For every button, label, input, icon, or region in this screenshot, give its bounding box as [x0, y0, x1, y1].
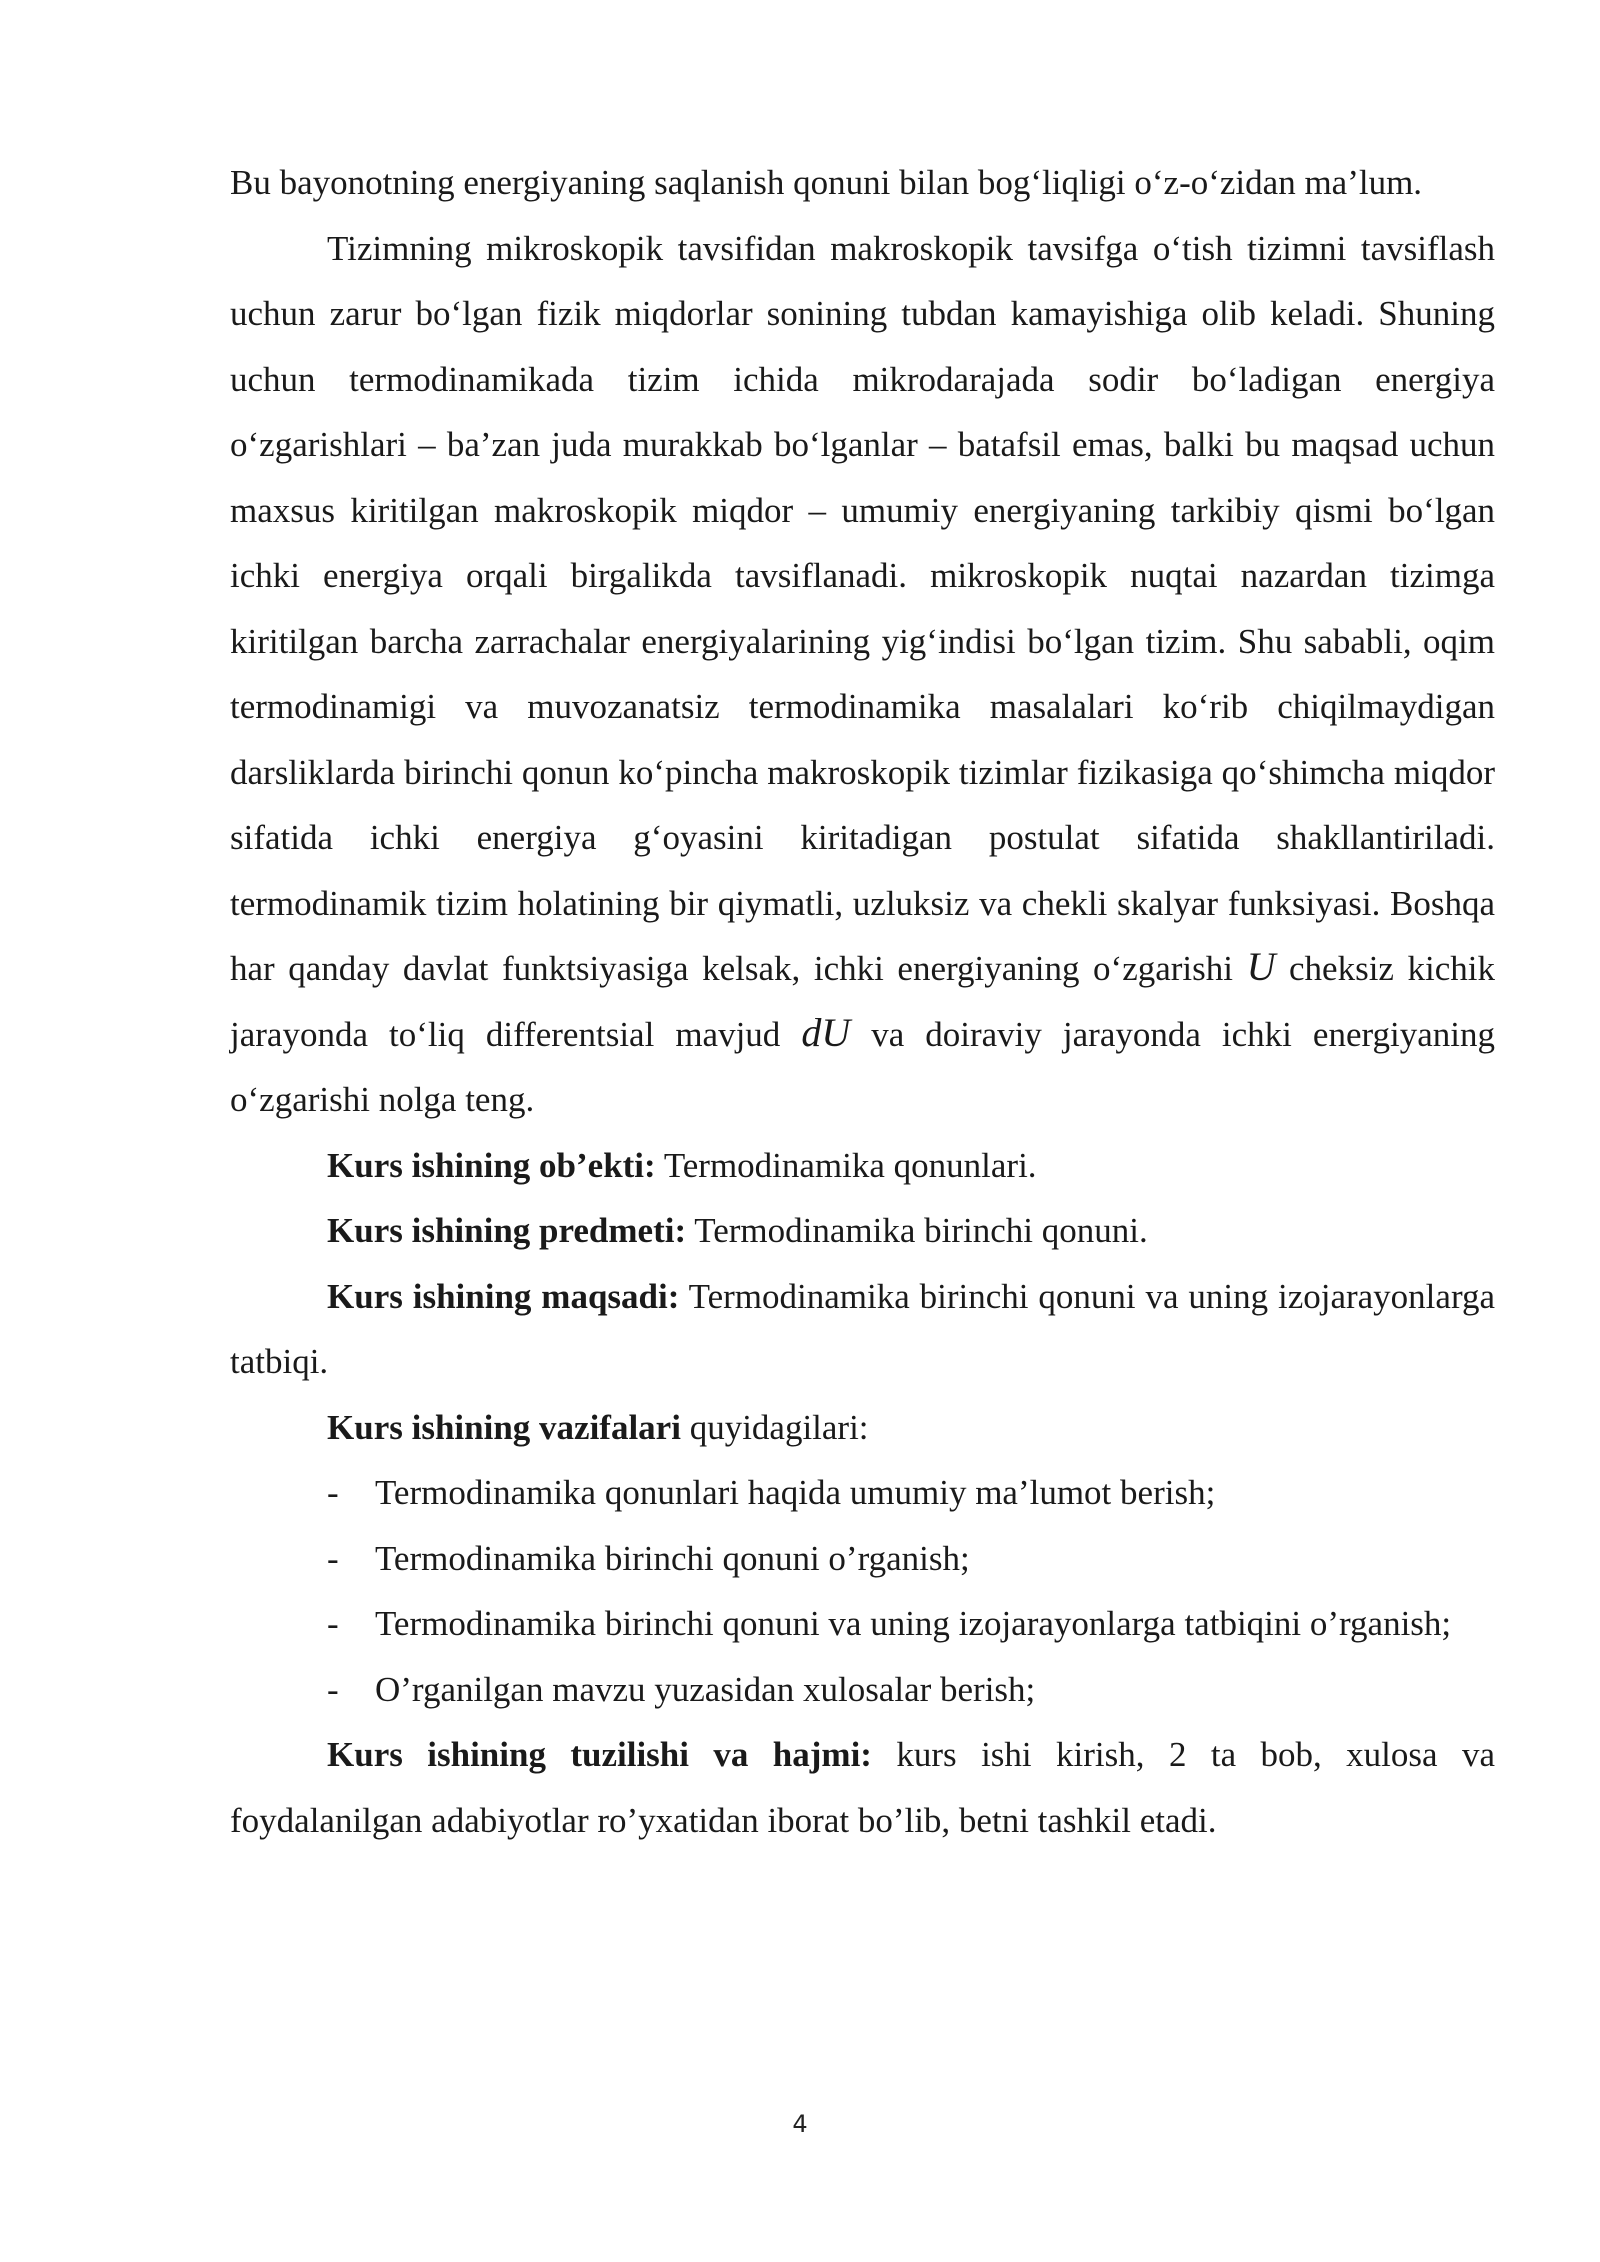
- paragraph-conservation-note: Bu bayonotning energiyaning saqlanish qonuni bilan bog‘liqligi o‘z-o‘zidan ma’lum.: [230, 163, 1423, 202]
- list-item-text: O’rganilgan mavzu yuzasidan xulosalar berish;: [375, 1669, 1036, 1709]
- goal-label: Kurs ishining maqsadi:: [327, 1276, 680, 1316]
- paragraph-text-part: cheksiz kichik jarayonda to‘liq differentsial mavjud: [230, 949, 1496, 1054]
- list-bullet: -: [327, 1473, 339, 1512]
- paragraph-subject: [230, 1198, 1495, 1264]
- list-bullet: -: [327, 1604, 339, 1643]
- subject-text: Termodinamika birinchi qonuni.: [694, 1211, 1148, 1250]
- list-item-text: Termodinamika birinchi qonuni va uning izojarayonlarga tatbiqini o’rganish;: [375, 1604, 1452, 1643]
- paragraph-text-part: Tizimning mikroskopik tavsifidan makroskopik tavsifga o‘tish tizimni tavsiflash uchun zarur bo‘lgan fizik miqdorlar sonining tubdan kamayishiga olib keladi. Shuning uchun termodinamikada tizim ichida mikrodarajada sodir bo‘ladigan energiya o‘zgarishlari – ba’zan juda murakkab bo‘lganlar – batafsil emas, balki bu maqsad uchun maxsus kiritilgan makroskopik miqdor – umumiy energiyaning tarkibiy qismi bo‘lgan ichki energiya orqali birgalikda tavsiflanadi. mikroskopik nuqtai nazardan tizimga kiritilgan barcha zarrachalar energiyalarining yig‘indisi bo‘lgan tizim. Shu sababli, oqim termodinamigi va muvozanatsiz termodinamika masalalari ko‘rib chiqilmaydigan darsliklarda birinchi qonun ko‘pincha makroskopik tizimlar fizikasiga qo‘shimcha miqdor sifatida ichki energiya g‘oyasini kiritadigan postulat sifatida shakllantiriladi. termodinamik tizim holatining bir qiymatli, uzluksiz va chekli skalyar funksiyasi. Boshqa har qanday davlat funktsiyasiga kelsak, ichki energiyaning o‘zgarishi: [230, 228, 1495, 988]
- structure-label: Kurs ishining tuzilishi va hajmi:: [327, 1735, 872, 1774]
- list-item: [230, 1591, 1495, 1657]
- structure-text: kurs ishi kirish, 2 ta bob, xulosa va foydalanilgan adabiyotlar ro’yxatidan iborat bo’lib, betni tashkil etadi.: [230, 1735, 1496, 1840]
- tasks-label: Kurs ishining vazifalari: [327, 1407, 681, 1447]
- list-item: [230, 1526, 1495, 1592]
- symbol-internal-energy: U: [1246, 944, 1276, 989]
- paragraph-structure: [230, 1722, 1495, 1853]
- tasks-list: [230, 1460, 1495, 1722]
- symbol-differential: dU: [801, 1009, 851, 1055]
- paragraph-internal-energy: [230, 216, 1495, 1133]
- object-label: Kurs ishining ob’ekti:: [327, 1145, 656, 1185]
- list-item: [230, 1460, 1495, 1526]
- list-item: [230, 1657, 1495, 1723]
- goal-text: Termodinamika birinchi qonuni va uning izojarayonlarga tatbiqi.: [230, 1276, 1495, 1381]
- paragraph-text-part: va doiraviy jarayonda ichki energiyaning o‘zgarishi nolga teng.: [230, 1014, 1495, 1119]
- tasks-intro: quyidagilari:: [689, 1407, 869, 1447]
- paragraph-object: [230, 1133, 1495, 1199]
- list-item-text: Termodinamika birinchi qonuni o’rganish;: [375, 1538, 970, 1578]
- paragraph-tasks: [230, 1395, 1495, 1461]
- subject-label: Kurs ishining predmeti:: [327, 1211, 687, 1250]
- list-bullet: -: [327, 1669, 339, 1709]
- object-text: Termodinamika qonunlari.: [663, 1145, 1037, 1185]
- paragraph-goal: [230, 1264, 1495, 1395]
- list-bullet: -: [327, 1538, 339, 1578]
- list-item-text: Termodinamika qonunlari haqida umumiy ma’lumot berish;: [375, 1473, 1216, 1512]
- page-number: 4: [792, 2110, 808, 2138]
- document-page: [230, 150, 1495, 1853]
